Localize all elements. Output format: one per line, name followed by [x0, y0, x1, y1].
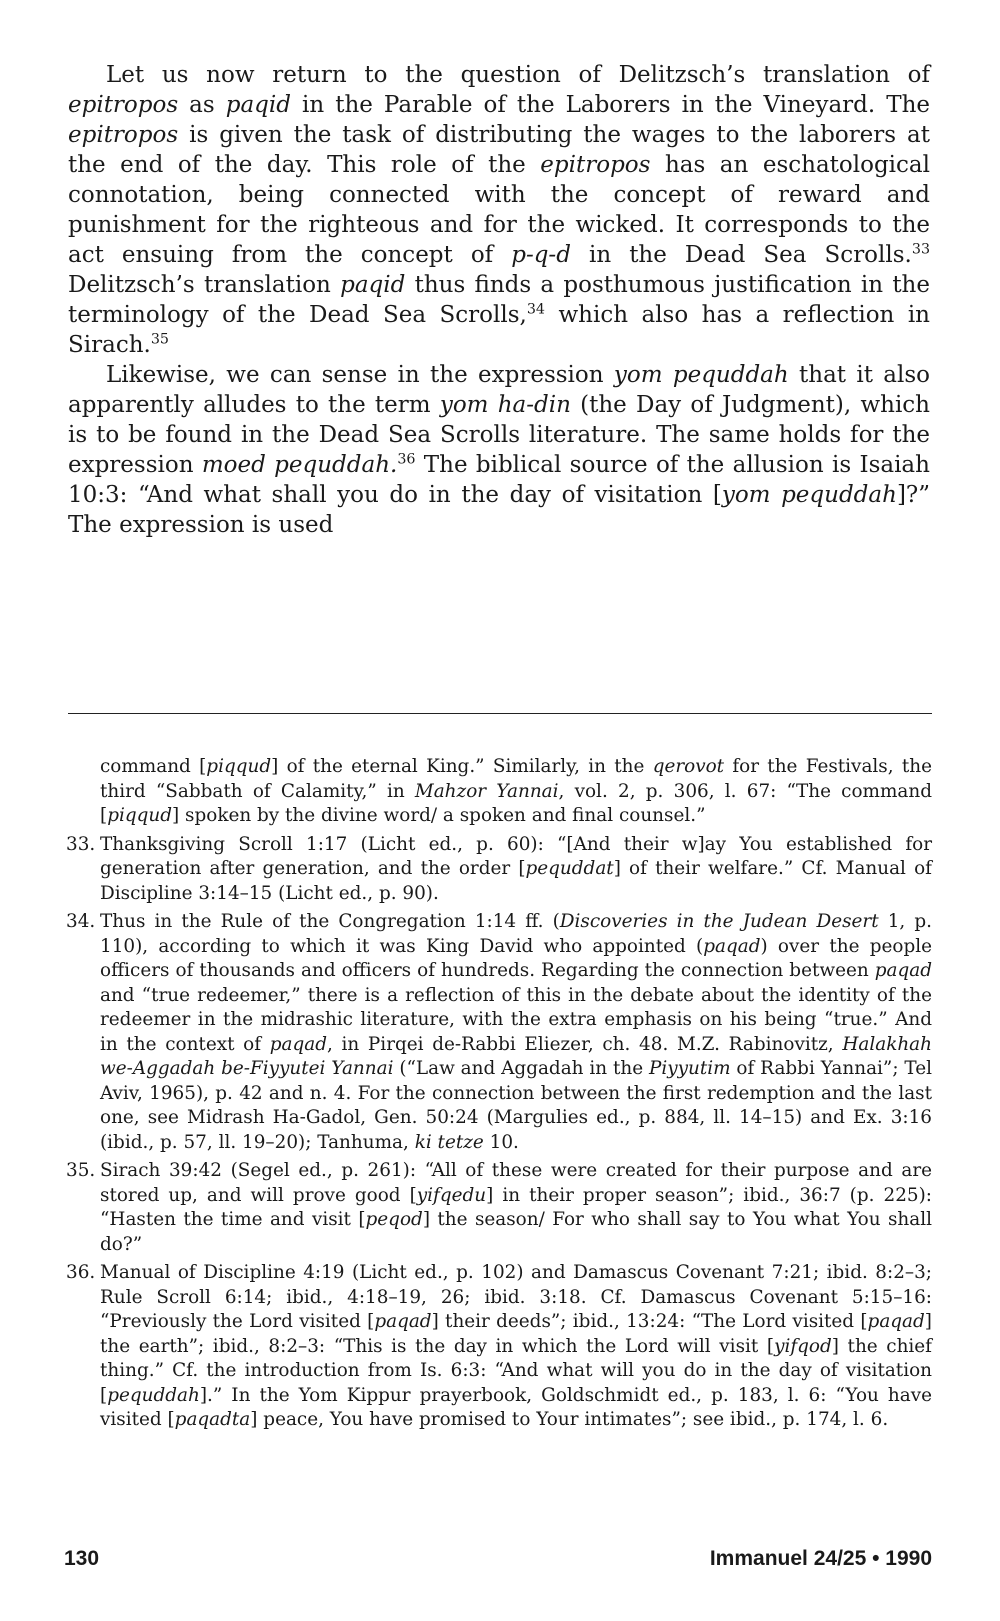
text-run: ] their deeds”; ibid., 13:24: “The Lord visited [	[431, 1311, 868, 1332]
footnote-36	[66, 1261, 932, 1433]
text-run: in the Dead Sea Scrolls.	[570, 242, 912, 268]
italic-term: Piyyutim	[648, 1058, 731, 1079]
text-run: (the Day of Judgment), which is to be found in the Dead Sea Scrolls literature. The same holds for the expression	[68, 392, 930, 478]
italic-term: epitropos	[68, 92, 179, 118]
text-run: command [	[100, 756, 207, 777]
text-run: ] the season/ For who shall say to You what You shall do?”	[100, 1209, 933, 1255]
italic-term: paqid	[340, 272, 406, 298]
footnote-text	[100, 1262, 932, 1430]
text-run: as	[178, 92, 226, 118]
page-number: 130	[64, 1547, 100, 1570]
text-run: , vol. 2, p. 306, l. 67: “The command [	[100, 780, 933, 826]
italic-term: paqad	[374, 1311, 432, 1332]
italic-term: yifqedu	[416, 1184, 487, 1206]
footnote-33	[66, 833, 932, 907]
text-run: 10.	[483, 1131, 519, 1153]
text-run: in the Parable of the Laborers in the Vineyard. The	[290, 92, 930, 118]
footnotes	[66, 755, 933, 1437]
italic-term: Mahzor Yannai	[414, 780, 559, 802]
italic-term: epitropos	[540, 152, 651, 178]
text-run: (“Law and Aggadah in the	[393, 1058, 649, 1079]
text-run: The biblical source of the allusion is Isaiah 10:3: “And what shall you do in the day of visitation [	[68, 452, 930, 508]
footnote-continuation	[100, 755, 932, 829]
italic-term: epitropos	[68, 122, 179, 148]
italic-term: pequddat	[525, 858, 614, 879]
text-run: ) over the people officers of thousands and officers of hundreds. Regarding the connection between	[100, 935, 933, 981]
text-run: 1, p. 110), according to which it was King David who appointed (	[100, 911, 932, 957]
text-run: and “true redeemer,” there is a reflection of this in the debate about the identity of the redeemer in the midrashic literature, with the extra emphasis on his being “true.” And in the context of	[100, 984, 932, 1055]
main-text	[68, 60, 930, 540]
italic-term: yifqod	[774, 1335, 832, 1357]
footnote-34	[66, 910, 933, 1155]
italic-term: piqqud	[206, 756, 272, 777]
text-run: ] of the eternal King.” Similarly, in the	[271, 756, 653, 777]
italic-term: paqad	[867, 1311, 925, 1332]
italic-term: p-q-d	[511, 242, 571, 268]
footnote-ref: 33	[911, 241, 931, 258]
italic-term: paqad	[269, 1033, 327, 1055]
footnote-ref: 35	[150, 331, 169, 348]
footnote-number: 35.	[66, 1160, 96, 1181]
italic-term: qerovot	[652, 756, 725, 777]
text-run: ] the chief thing.” Cf. the introduction from Is. 6:3: “And what will you do in the day of visitation [	[100, 1335, 932, 1406]
italic-term: pequddah	[107, 1384, 200, 1406]
footnote-text	[100, 834, 932, 904]
text-run: that it also apparently alludes to the term	[68, 362, 930, 418]
journal-citation: Immanuel 24/25 • 1990	[709, 1547, 932, 1570]
text-run: , in Pirqei de-Rabbi Eliezer, ch. 48. M.Z. Rabinovitz,	[326, 1033, 843, 1055]
italic-term: yom pequddah	[613, 362, 789, 388]
italic-term: moed pequddah.	[201, 452, 398, 478]
italic-term: yom ha-din	[439, 392, 571, 418]
italic-term: paqad	[874, 960, 932, 981]
footnote-text	[100, 911, 932, 1153]
text-run: has an eschatological connotation, being connected with the concept of reward and punishment for the righteous and for the wicked. It corresponds to the act ensuing from the concept of	[68, 152, 930, 268]
italic-term: paqadta	[174, 1409, 251, 1430]
italic-term: paqid	[225, 92, 291, 118]
footnote-ref: 34	[526, 301, 545, 318]
footnote-number: 34.	[66, 911, 96, 932]
italic-term: Halakhah we-Aggadah be-Fiyyutei Yannai	[100, 1033, 932, 1079]
text-run: for the Festivals, the third “Sabbath of Calamity,” in	[100, 756, 932, 802]
italic-term: Discoveries in the Judean Desert	[559, 911, 879, 932]
italic-term: piqqud	[107, 805, 173, 826]
text-run: ] in their proper season”; ibid., 36:7 (p. 225): “Hasten the time and visit [	[100, 1184, 932, 1230]
text-run: ] the earth”; ibid., 8:2–3: “This is the day in which the Lord will visit [	[100, 1311, 932, 1357]
text-run: Thanksgiving Scroll 1:17 (Licht ed., p. 60): “[And their w]ay You established for generation after generation, and the order [	[100, 833, 932, 879]
italic-term: peqod	[365, 1209, 423, 1230]
text-run: ] spoken by the divine word/ a spoken and final counsel.”	[172, 805, 706, 826]
text-run: ]?” The expression is used	[68, 482, 930, 538]
text-run: thus finds a posthumous justification in the terminology of the Dead Sea Scrolls,	[68, 272, 930, 328]
text-run: Delitzsch’s translation	[68, 272, 341, 298]
footnote-number: 33.	[66, 833, 96, 855]
footnote-ref: 36	[397, 451, 416, 468]
page-footer	[64, 1547, 932, 1575]
text-run: Let us now return to the question of Delitzsch’s translation of	[106, 62, 930, 88]
footnote-number: 36.	[66, 1262, 96, 1283]
italic-term: yom pequddah	[721, 482, 897, 508]
footnote-divider	[68, 713, 932, 714]
text-run: which also has a reflection in Sirach.	[68, 302, 930, 358]
paragraph-1	[68, 60, 930, 360]
text-run: of Rabbi Yannai”; Tel Aviv, 1965), p. 42 and n. 4. For the connection between the first redemption and the last one, see Midrash Ha-Gadol, Gen. 50:24 (Margulies ed., p. 884, ll. 14–15) and Ex. 3:16 (ibid., p. 57, ll. 19–20); Tanhuma,	[100, 1058, 932, 1153]
italic-term: ki tetze	[414, 1131, 484, 1153]
paragraph-2	[68, 360, 930, 540]
text-run: Sirach 39:42 (Segel ed., p. 261): “All of these were created for their purpose and are stored up, and will prove good [	[100, 1160, 932, 1206]
text-run: ] peace, You have promised to Your intimates”; see ibid., p. 174, l. 6.	[250, 1409, 889, 1430]
footnote-35	[66, 1159, 933, 1257]
text-run: ] of their welfare.” Cf. Manual of Discipline 3:14–15 (Licht ed., p. 90).	[100, 858, 932, 904]
italic-term: paqad	[703, 935, 761, 957]
text-run: Thus in the Rule of the Congregation 1:14 ff. (	[100, 911, 560, 932]
footnote-text	[100, 1160, 932, 1255]
text-run: ].” In the Yom Kippur prayerbook, Goldschmidt ed., p. 183, l. 6: “You have visited [	[100, 1384, 932, 1430]
text-run: Manual of Discipline 4:19 (Licht ed., p. 102) and Damascus Covenant 7:21; ibid. 8:2–3; Rule Scroll 6:14; ibid., 4:18–19, 26; ibid. 3:18. Cf. Damascus Covenant 5:15–16: “Previously the Lord visited [	[100, 1262, 932, 1332]
text-run: is given the task of distributing the wages to the laborers at the end of the day. This role of the	[68, 122, 930, 178]
text-run: Likewise, we can sense in the expression	[106, 362, 614, 388]
